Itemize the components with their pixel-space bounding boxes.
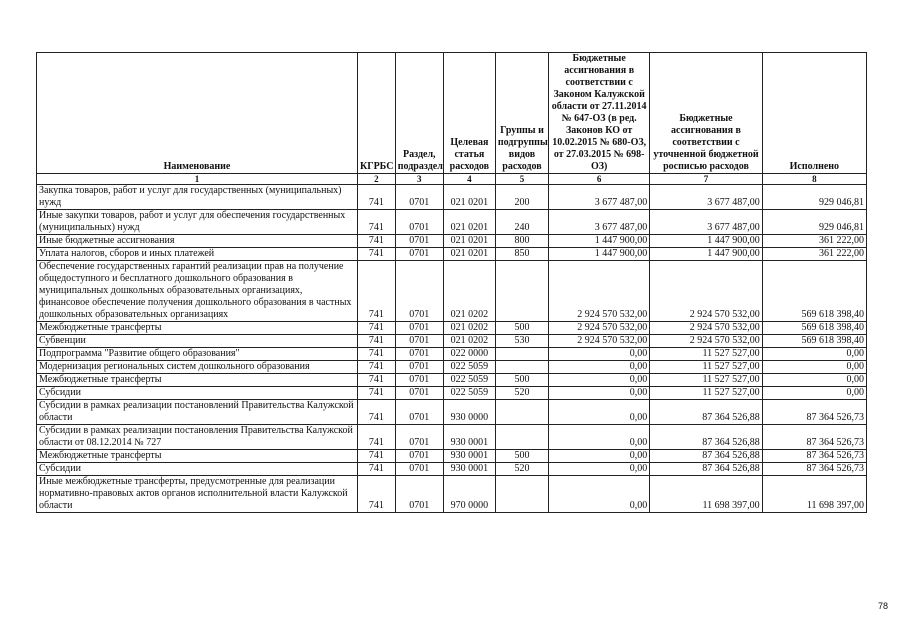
row-name: Иные закупки товаров, работ и услуг для обеспечения государственных (муниципальных) нужд <box>37 210 358 235</box>
table-row <box>37 463 867 476</box>
row-budget-law: 1 447 900,00 <box>549 248 650 261</box>
row-budget-law: 0,00 <box>549 348 650 361</box>
row-statya: 021 0202 <box>443 322 495 335</box>
row-kgrbs: 741 <box>357 463 395 476</box>
row-ispolneno: 87 364 526,73 <box>762 400 866 425</box>
row-razdel: 0701 <box>395 261 443 322</box>
row-vid <box>495 425 548 450</box>
row-razdel: 0701 <box>395 387 443 400</box>
row-statya: 021 0202 <box>443 335 495 348</box>
row-statya: 021 0201 <box>443 235 495 248</box>
row-budget-law: 2 924 570 532,00 <box>549 322 650 335</box>
row-razdel: 0701 <box>395 235 443 248</box>
row-statya: 930 0001 <box>443 463 495 476</box>
row-vid: 850 <box>495 248 548 261</box>
column-number: 8 <box>762 174 866 185</box>
row-statya: 022 5059 <box>443 374 495 387</box>
table-row <box>37 322 867 335</box>
row-razdel: 0701 <box>395 361 443 374</box>
row-name: Межбюджетные трансферты <box>37 450 358 463</box>
row-razdel: 0701 <box>395 248 443 261</box>
row-budget-rospis: 11 527 527,00 <box>650 374 762 387</box>
header-razdel: Раздел, подраздел <box>395 53 443 174</box>
row-ispolneno: 87 364 526,73 <box>762 463 866 476</box>
row-budget-law: 0,00 <box>549 425 650 450</box>
row-kgrbs: 741 <box>357 235 395 248</box>
row-budget-law: 1 447 900,00 <box>549 235 650 248</box>
row-vid: 520 <box>495 463 548 476</box>
row-vid: 500 <box>495 450 548 463</box>
row-name: Субсидии в рамках реализации постановлений Правительства Калужской области <box>37 400 358 425</box>
row-name: Субвенции <box>37 335 358 348</box>
row-statya: 021 0201 <box>443 210 495 235</box>
row-budget-law: 0,00 <box>549 387 650 400</box>
row-budget-rospis: 87 364 526,88 <box>650 450 762 463</box>
row-budget-law: 0,00 <box>549 450 650 463</box>
row-razdel: 0701 <box>395 322 443 335</box>
table-row <box>37 476 867 513</box>
header-budget-rospis: Бюджетные ассигнования в соответствии с уточненной бюджетной росписью расходов <box>650 53 762 174</box>
row-vid: 530 <box>495 335 548 348</box>
row-ispolneno: 0,00 <box>762 387 866 400</box>
row-name: Субсидии в рамках реализации постановления Правительства Калужской области от 08.12.2014 № 727 <box>37 425 358 450</box>
row-statya: 022 5059 <box>443 387 495 400</box>
row-ispolneno: 569 618 398,40 <box>762 261 866 322</box>
table-row <box>37 348 867 361</box>
table-row <box>37 261 867 322</box>
row-statya: 021 0201 <box>443 185 495 210</box>
table-row <box>37 335 867 348</box>
header-statya: Целевая статья расходов <box>443 53 495 174</box>
row-budget-law: 0,00 <box>549 400 650 425</box>
row-budget-law: 0,00 <box>549 374 650 387</box>
table-row <box>37 450 867 463</box>
column-number: 2 <box>357 174 395 185</box>
row-name: Иные бюджетные ассигнования <box>37 235 358 248</box>
row-vid: 500 <box>495 322 548 335</box>
row-kgrbs: 741 <box>357 210 395 235</box>
row-statya: 970 0000 <box>443 476 495 513</box>
column-number: 7 <box>650 174 762 185</box>
row-budget-rospis: 2 924 570 532,00 <box>650 335 762 348</box>
row-ispolneno: 0,00 <box>762 348 866 361</box>
table-body <box>37 185 867 513</box>
row-budget-rospis: 1 447 900,00 <box>650 248 762 261</box>
column-number: 5 <box>495 174 548 185</box>
row-name: Субсидии <box>37 463 358 476</box>
header-kgrbs: КГРБС <box>357 53 395 174</box>
row-kgrbs: 741 <box>357 185 395 210</box>
row-kgrbs: 741 <box>357 450 395 463</box>
row-statya: 022 5059 <box>443 361 495 374</box>
row-budget-rospis: 11 527 527,00 <box>650 361 762 374</box>
row-razdel: 0701 <box>395 476 443 513</box>
row-vid: 200 <box>495 185 548 210</box>
row-budget-rospis: 11 527 527,00 <box>650 387 762 400</box>
row-kgrbs: 741 <box>357 248 395 261</box>
row-vid: 800 <box>495 235 548 248</box>
header-vid: Группы и подгруппы видов расходов <box>495 53 548 174</box>
row-budget-rospis: 87 364 526,88 <box>650 463 762 476</box>
row-budget-law: 2 924 570 532,00 <box>549 261 650 322</box>
row-name: Субсидии <box>37 387 358 400</box>
table-row <box>37 400 867 425</box>
row-name: Модернизация региональных систем дошкольного образования <box>37 361 358 374</box>
row-razdel: 0701 <box>395 463 443 476</box>
row-statya: 930 0001 <box>443 450 495 463</box>
row-kgrbs: 741 <box>357 387 395 400</box>
table-row <box>37 374 867 387</box>
row-budget-rospis: 87 364 526,88 <box>650 425 762 450</box>
row-name: Межбюджетные трансферты <box>37 322 358 335</box>
row-ispolneno: 87 364 526,73 <box>762 450 866 463</box>
row-kgrbs: 741 <box>357 476 395 513</box>
row-kgrbs: 741 <box>357 400 395 425</box>
table-row <box>37 387 867 400</box>
row-kgrbs: 741 <box>357 361 395 374</box>
table-row <box>37 235 867 248</box>
table-row <box>37 425 867 450</box>
row-budget-law: 0,00 <box>549 463 650 476</box>
row-budget-rospis: 3 677 487,00 <box>650 185 762 210</box>
row-ispolneno: 361 222,00 <box>762 248 866 261</box>
row-name: Подпрограмма "Развитие общего образования" <box>37 348 358 361</box>
row-ispolneno: 0,00 <box>762 361 866 374</box>
table-row <box>37 361 867 374</box>
row-statya: 930 0001 <box>443 425 495 450</box>
row-vid: 520 <box>495 387 548 400</box>
row-statya: 021 0202 <box>443 261 495 322</box>
row-razdel: 0701 <box>395 348 443 361</box>
column-number: 1 <box>37 174 358 185</box>
row-budget-rospis: 11 698 397,00 <box>650 476 762 513</box>
row-kgrbs: 741 <box>357 261 395 322</box>
row-vid <box>495 476 548 513</box>
row-name: Обеспечение государственных гарантий реализации прав на получение общедоступного и бесплатного дошкольного образования в муниципальных дошкольных образовательных организациях, финансовое обеспечение получения дошкольного образования в частных дошкольных образовательных организациях <box>37 261 358 322</box>
row-budget-law: 3 677 487,00 <box>549 210 650 235</box>
row-ispolneno: 569 618 398,40 <box>762 322 866 335</box>
row-budget-rospis: 1 447 900,00 <box>650 235 762 248</box>
row-statya: 021 0201 <box>443 248 495 261</box>
row-razdel: 0701 <box>395 210 443 235</box>
page-number: 78 <box>878 601 889 611</box>
row-vid <box>495 348 548 361</box>
row-budget-rospis: 87 364 526,88 <box>650 400 762 425</box>
row-kgrbs: 741 <box>357 374 395 387</box>
row-statya: 022 0000 <box>443 348 495 361</box>
row-ispolneno: 11 698 397,00 <box>762 476 866 513</box>
row-budget-law: 0,00 <box>549 476 650 513</box>
row-budget-rospis: 3 677 487,00 <box>650 210 762 235</box>
column-number: 3 <box>395 174 443 185</box>
header-budget-law: Бюджетные ассигнования в соответствии с Законом Калужской области от 27.11.2014 № 647-ОЗ (в ред. Законов КО от 10.02.2015 № 680-ОЗ, от 27.03.2015 № 698-ОЗ) <box>549 53 650 174</box>
row-kgrbs: 741 <box>357 425 395 450</box>
row-kgrbs: 741 <box>357 348 395 361</box>
row-kgrbs: 741 <box>357 322 395 335</box>
column-number: 6 <box>549 174 650 185</box>
row-budget-rospis: 11 527 527,00 <box>650 348 762 361</box>
row-vid <box>495 361 548 374</box>
row-ispolneno: 929 046,81 <box>762 210 866 235</box>
table-row <box>37 248 867 261</box>
table-row <box>37 210 867 235</box>
row-ispolneno: 929 046,81 <box>762 185 866 210</box>
row-name: Межбюджетные трансферты <box>37 374 358 387</box>
row-budget-rospis: 2 924 570 532,00 <box>650 322 762 335</box>
row-vid: 500 <box>495 374 548 387</box>
row-statya: 930 0000 <box>443 400 495 425</box>
header-ispolneno: Исполнено <box>762 53 866 174</box>
column-number-row <box>37 174 867 185</box>
row-razdel: 0701 <box>395 335 443 348</box>
row-budget-law: 3 677 487,00 <box>549 185 650 210</box>
row-name: Иные межбюджетные трансферты, предусмотренные для реализации нормативно-правовых актов органов исполнительной власти Калужской области <box>37 476 358 513</box>
row-budget-law: 0,00 <box>549 361 650 374</box>
column-number: 4 <box>443 174 495 185</box>
row-razdel: 0701 <box>395 425 443 450</box>
row-name: Уплата налогов, сборов и иных платежей <box>37 248 358 261</box>
row-ispolneno: 361 222,00 <box>762 235 866 248</box>
row-razdel: 0701 <box>395 450 443 463</box>
row-vid: 240 <box>495 210 548 235</box>
table-row <box>37 185 867 210</box>
row-razdel: 0701 <box>395 185 443 210</box>
budget-execution-table <box>36 52 867 513</box>
row-budget-rospis: 2 924 570 532,00 <box>650 261 762 322</box>
row-ispolneno: 569 618 398,40 <box>762 335 866 348</box>
table-header-row <box>37 53 867 174</box>
row-ispolneno: 87 364 526,73 <box>762 425 866 450</box>
row-vid <box>495 400 548 425</box>
row-budget-law: 2 924 570 532,00 <box>549 335 650 348</box>
row-name: Закупка товаров, работ и услуг для государственных (муниципальных) нужд <box>37 185 358 210</box>
row-razdel: 0701 <box>395 374 443 387</box>
header-name: Наименование <box>37 53 358 174</box>
row-kgrbs: 741 <box>357 335 395 348</box>
row-vid <box>495 261 548 322</box>
row-razdel: 0701 <box>395 400 443 425</box>
row-ispolneno: 0,00 <box>762 374 866 387</box>
